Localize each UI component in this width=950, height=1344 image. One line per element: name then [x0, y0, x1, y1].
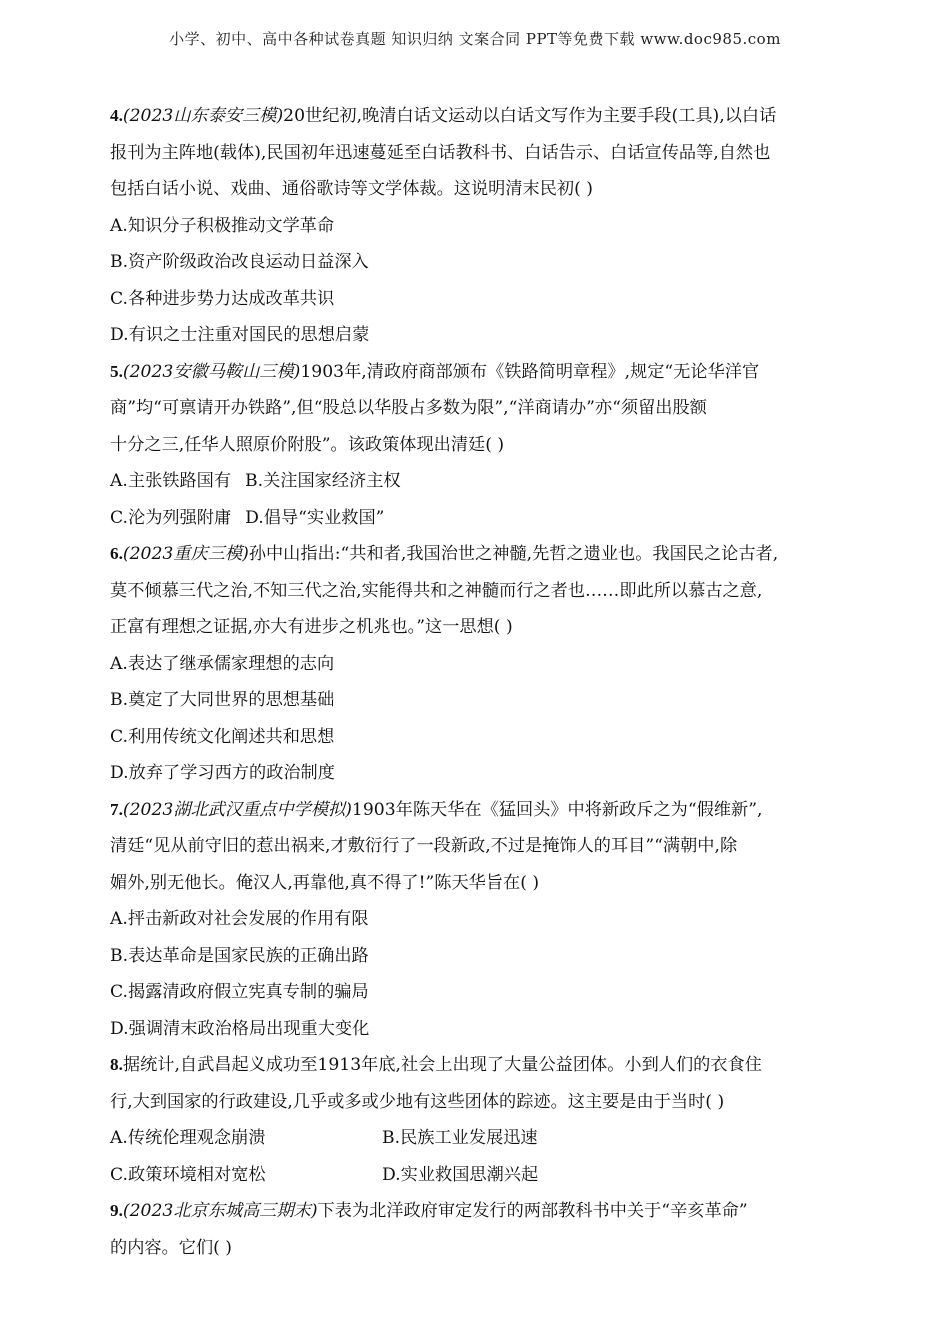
option-b: B.关注国家经济主权 [245, 471, 401, 491]
question-stem-line: 媚外,别无他长。俺汉人,再靠他,真不得了!”陈天华旨在( ) [110, 872, 540, 893]
option-d: D.有识之士注重对国民的思想启蒙 [110, 325, 370, 345]
question-stem-line: 莫不倾慕三代之治,不知三代之治,实能得共和之神髓而行之者也……即此所以慕古之意, [110, 580, 763, 601]
question-number: 4 [110, 106, 119, 125]
stem-text: 据统计,自武昌起义成功至1913年底,社会上出现了大量公益团体。小到人们的衣食住 [122, 1055, 762, 1075]
question-stem-line: 7.(2023湖北武汉重点中学模拟)1903年陈天华在《猛回头》中将新政斥之为“假维新”, [110, 799, 763, 820]
question-stem-line: 清廷“见从前守旧的惹出祸来,才敷衍行了一段新政,不过是掩饰人的耳目”“满朝中,除 [110, 836, 738, 856]
option-c: C.揭露清政府假立宪真专制的骗局 [110, 982, 369, 1002]
question-stem-line: 正富有理想之证据,亦大有进步之机兆也。”这一思想( ) [110, 617, 513, 637]
option-a: A.主张铁路国有 [110, 471, 232, 491]
question-9 [110, 1193, 845, 1266]
question-stem-line: 报刊为主阵地(载体),民国初年迅速蔓延至白话教科书、白话告示、白话宣传品等,自然也 [110, 142, 771, 163]
option-b: B.资产阶级政治改良运动日益深入 [110, 252, 369, 272]
stem-text: 孙中山指出:“共和者,我国治世之神髓,先哲之遗业也。我国民之论古者, [248, 544, 779, 564]
stem-text: 1903年,清政府商部颁布《铁路简明章程》,规定“无论华洋官 [300, 361, 760, 382]
question-source: (2023重庆三模) [122, 544, 249, 564]
option-d: D.强调清末政治格局出现重大变化 [110, 1018, 370, 1039]
stem-text: 20世纪初,晚清白话文运动以白话文写作为主要手段(工具),以白话 [283, 106, 777, 126]
question-stem-line: 4.(2023山东泰安三模)20世纪初,晚清白话文运动以白话文写作为主要手段(工具),以白话 [110, 106, 777, 126]
page-header: 小学、初中、高中各种试卷真题 知识归纳 文案合同 PPT等免费下载 www.doc985.com [169, 30, 781, 48]
option-b: B.民族工业发展迅速 [382, 1128, 538, 1148]
option-a: A.知识分子积极推动文学革命 [110, 215, 335, 236]
option-row [110, 1157, 845, 1194]
question-source: (2023北京东城高三期末) [122, 1201, 318, 1221]
question-number: 5 [110, 361, 119, 381]
option-d: D.倡导“实业救国” [245, 507, 385, 528]
option-c: C.利用传统文化阐述共和思想 [110, 726, 335, 747]
question-source: (2023湖北武汉重点中学模拟) [122, 799, 352, 820]
stem-text: 1903年陈天华在《猛回头》中将新政斥之为“假维新”, [351, 799, 763, 820]
question-stem-line: 包括白话小说、戏曲、通俗歌诗等文学体裁。这说明清末民初( ) [110, 179, 593, 199]
question-number: 9 [110, 1201, 119, 1220]
question-5 [110, 354, 845, 537]
option-d: D.实业救国思潮兴起 [382, 1164, 539, 1185]
question-stem-line: 的内容。它们( ) [110, 1237, 232, 1258]
question-number: 7 [110, 799, 119, 819]
option-b: B.奠定了大同世界的思想基础 [110, 690, 335, 710]
option-c: C.沦为列强附庸 [110, 507, 232, 528]
question-7 [110, 792, 845, 1048]
option-b: B.表达革命是国家民族的正确出路 [110, 945, 369, 966]
question-source: (2023安徽马鞍山三模) [122, 361, 301, 382]
question-4 [110, 98, 845, 354]
question-stem-line: 9.(2023北京东城高三期末)下表为北洋政府审定发行的两部教科书中关于“辛亥革命” [110, 1201, 748, 1221]
question-stem-line: 行,大到国家的行政建设,几乎或多或少地有这些团体的踪迹。这主要是由于当时( ) [110, 1091, 725, 1112]
option-a: A.表达了继承儒家理想的志向 [110, 653, 335, 674]
question-6 [110, 536, 845, 792]
question-stem-line: 十分之三,任华人照原价附股”。该政策体现出清廷( ) [110, 434, 505, 455]
option-a: A.传统伦理观念崩溃 [110, 1128, 266, 1148]
option-d: D.放弃了学习西方的政治制度 [110, 763, 335, 783]
option-c: C.各种进步势力达成改革共识 [110, 288, 335, 309]
option-c: C.政策环境相对宽松 [110, 1164, 266, 1185]
question-stem-line: 商”均“可禀请开办铁路”,但“股总以华股占多数为限”,“洋商请办”亦“须留出股额 [110, 398, 707, 418]
question-number: 8 [110, 1055, 119, 1074]
question-number: 6 [110, 544, 119, 563]
question-stem-line: 8.据统计,自武昌起义成功至1913年底,社会上出现了大量公益团体。小到人们的衣食住 [110, 1055, 762, 1075]
option-row [110, 500, 845, 537]
option-row [110, 463, 845, 500]
question-stem-line: 6.(2023重庆三模)孙中山指出:“共和者,我国治世之神髓,先哲之遗业也。我国民之论古者, [110, 544, 779, 564]
option-a: A.抨击新政对社会发展的作用有限 [110, 909, 369, 929]
question-stem-line: 5.(2023安徽马鞍山三模)1903年,清政府商部颁布《铁路简明章程》,规定“无论华洋官 [110, 361, 760, 382]
option-row [110, 1120, 845, 1157]
question-8 [110, 1047, 845, 1193]
stem-text: 下表为北洋政府审定发行的两部教科书中关于“辛亥革命” [317, 1201, 748, 1221]
question-list [110, 98, 845, 1266]
question-source: (2023山东泰安三模) [122, 106, 284, 126]
